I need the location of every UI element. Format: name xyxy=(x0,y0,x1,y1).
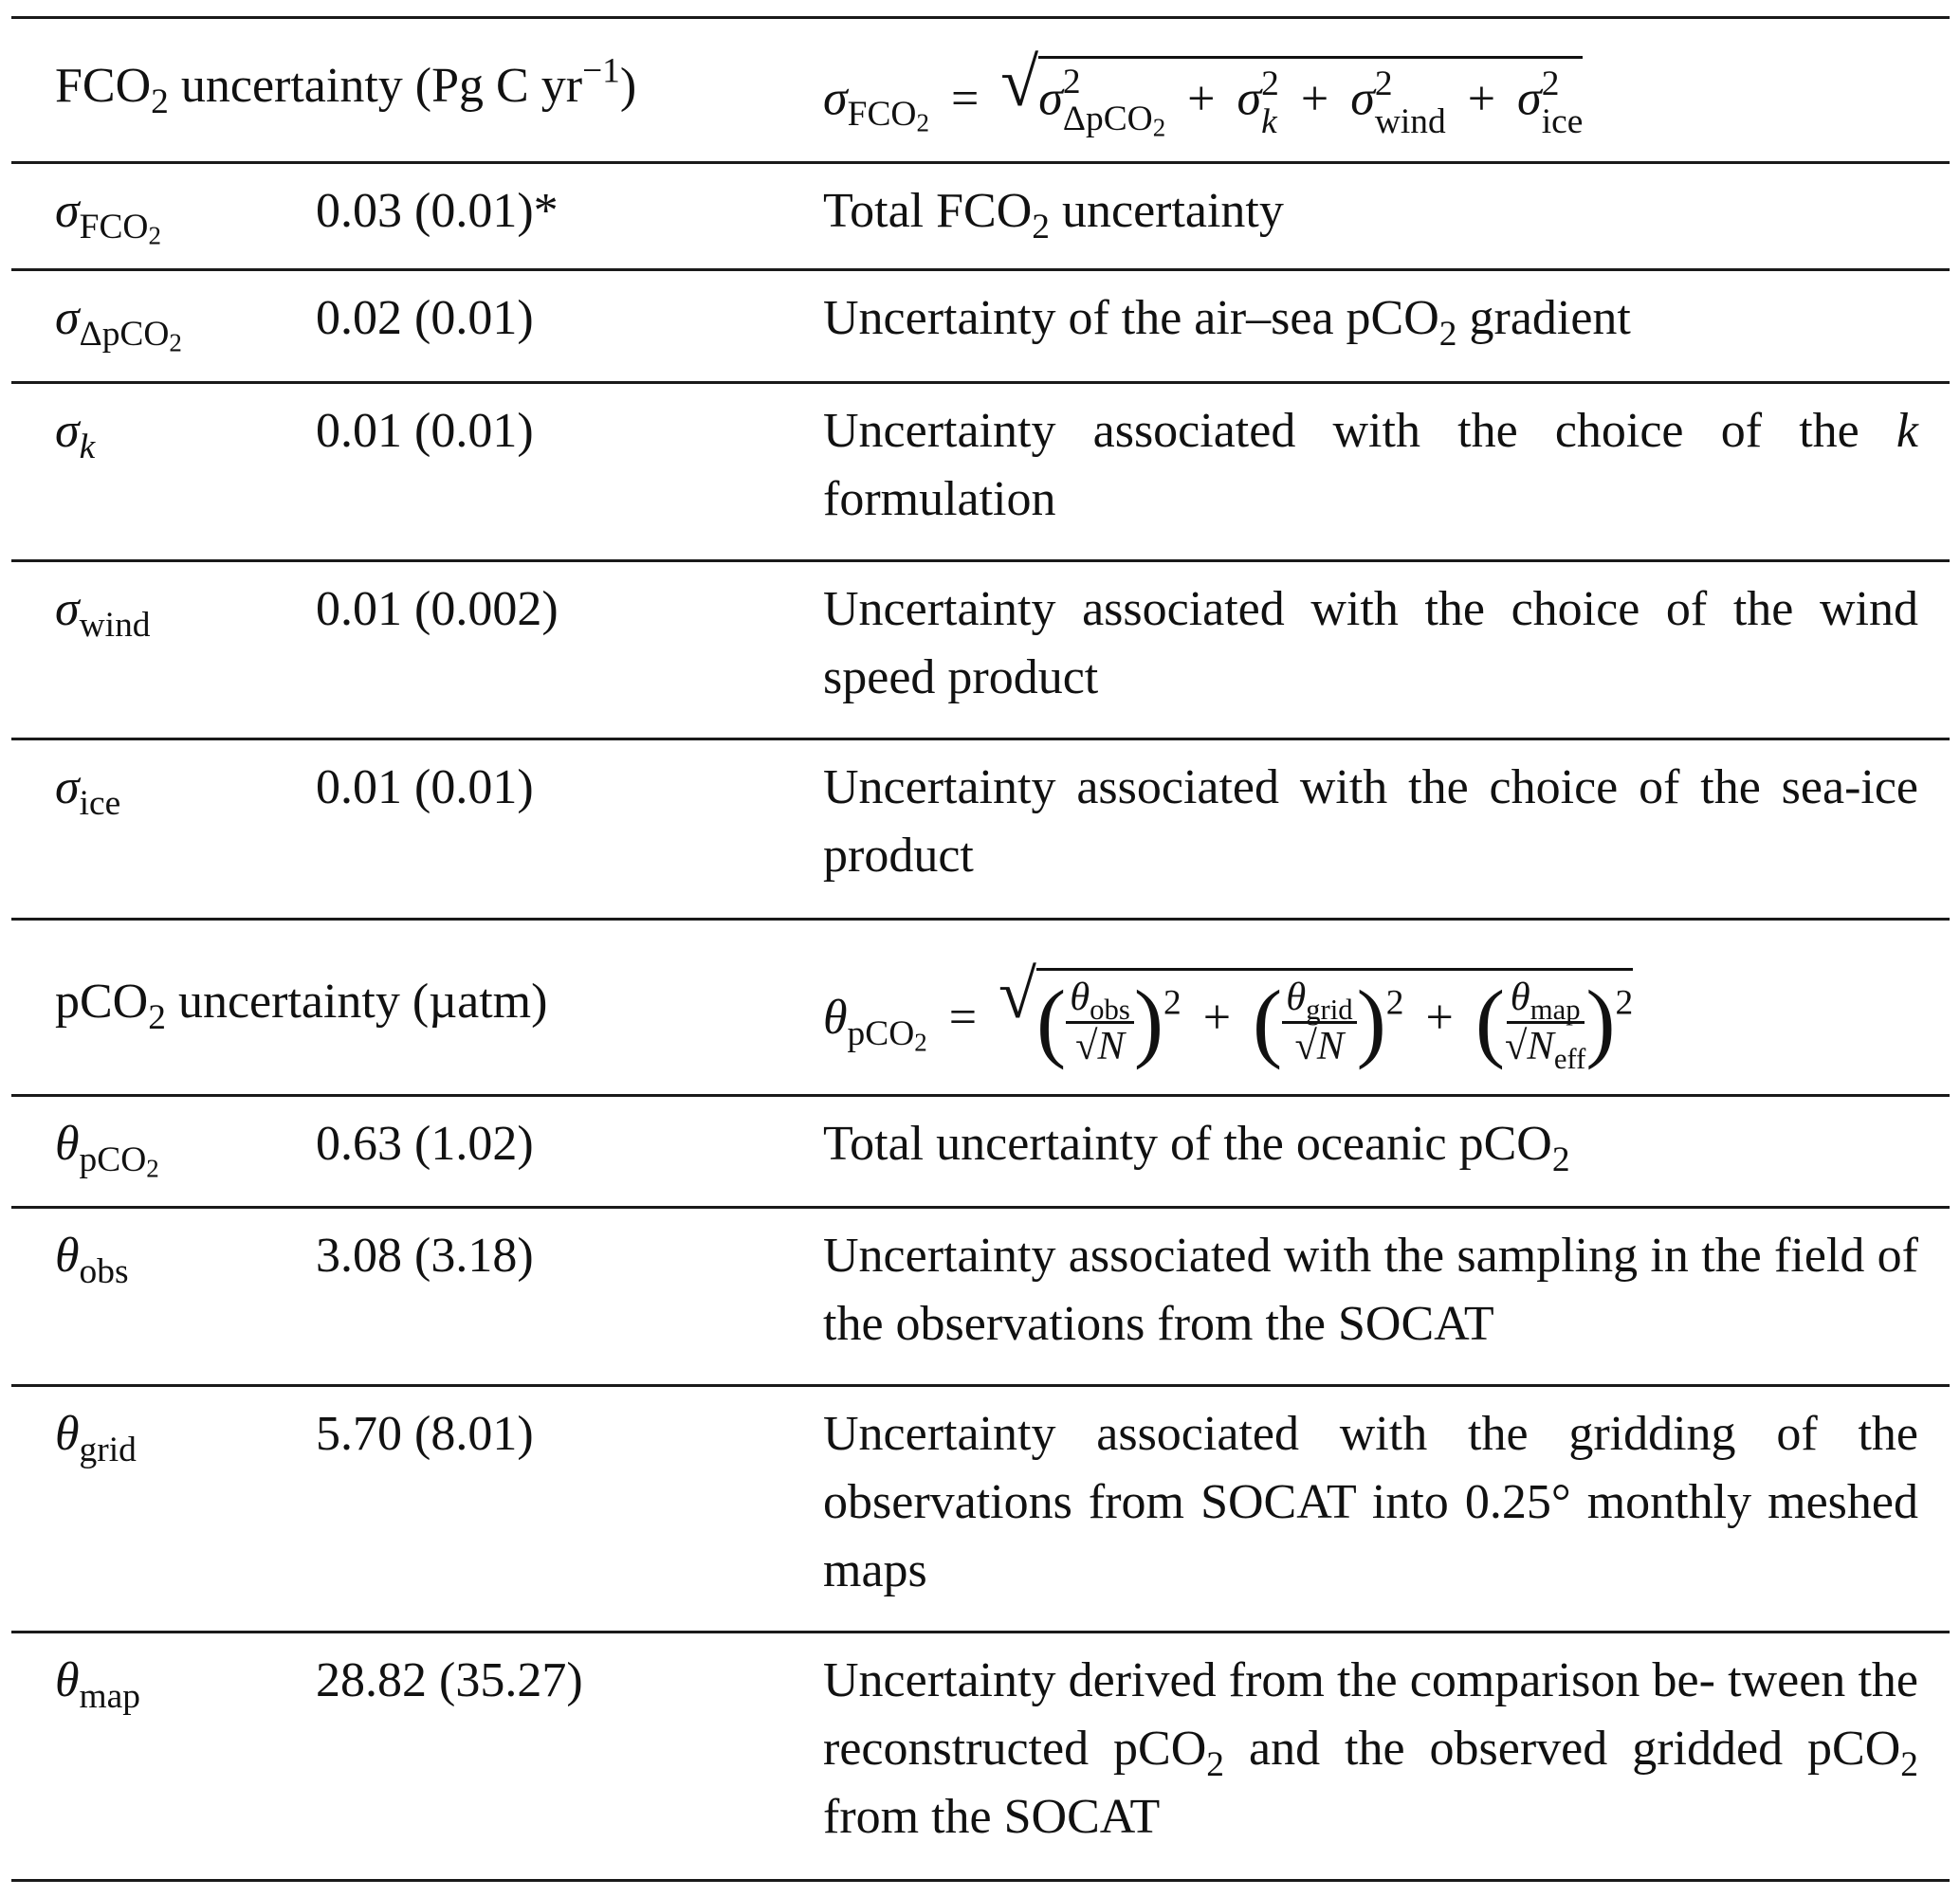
row-symbol: $\sigma_{ice}$ xyxy=(55,760,121,823)
row-description: Uncertainty associated with the choice of the k formulation xyxy=(823,404,1918,526)
row-value: 0.01 (0.01) xyxy=(316,760,534,814)
row-symbol: $\theta_{obs}$ xyxy=(55,1229,129,1291)
row-divider xyxy=(11,559,1950,562)
square-root: √ σ 2 ΔpCO2 + σ 2 k + σ 2 wind + σ 2 ice xyxy=(1000,44,1584,143)
row-divider xyxy=(11,1384,1950,1387)
row-symbol: $\sigma_{wind}$ xyxy=(55,582,151,645)
formula-sigma-fco2: $\sigma_{FCO2}$ = √ σ 2 ΔpCO2 + σ 2 k + σ 2 wind + σ 2 ice xyxy=(823,44,1584,143)
row-value: 0.01 (0.01) xyxy=(316,404,534,458)
bottom-rule xyxy=(11,1879,1950,1882)
row-description: Uncertainty derived from the comparison be- tween the reconstructed pCO$_2$ and the observed gridded pCO$_2$ from the SOCAT xyxy=(823,1653,1918,1844)
row-divider xyxy=(11,161,1950,164)
row-divider xyxy=(11,738,1950,740)
row-symbol: $\theta_{map}$ xyxy=(55,1653,140,1716)
row-value: 0.03 (0.01)* xyxy=(316,184,559,238)
top-rule xyxy=(11,16,1950,19)
row-value: 3.08 (3.18) xyxy=(316,1229,534,1283)
row-description: Uncertainty associated with the sampling in the field of the observations from the SOCAT xyxy=(823,1229,1918,1351)
row-value: 0.02 (0.01) xyxy=(316,291,534,345)
row-value: 5.70 (8.01) xyxy=(316,1407,534,1461)
row-symbol: $\theta_{grid}$ xyxy=(55,1407,137,1469)
row-divider xyxy=(11,268,1950,271)
row-symbol: $\theta_{pCO2}$ xyxy=(55,1117,159,1183)
section-divider xyxy=(11,918,1950,921)
formula-theta-pco2: $\theta_{pCO2}$ = √ ( $\frac{\theta_{obs}}{√N}$ )$^2$ + ( $\frac{\theta_{grid}}{√N}$ )$^2$ + ( $\frac{\theta_{map}}{√N_{eff}}$ )$^2$ xyxy=(823,956,1634,1075)
row-description: Uncertainty associated with the gridding of the observations from SOCAT into 0.25° monthly meshed maps xyxy=(823,1407,1918,1597)
row-value: 28.82 (35.27) xyxy=(316,1653,583,1707)
row-symbol: $\sigma_k$ xyxy=(55,404,96,466)
row-description: Uncertainty associated with the choice of the wind speed product xyxy=(823,582,1918,704)
square-root: √ ( $\frac{\theta_{obs}}{√N}$ )$^2$ + ( $\frac{\theta_{grid}}{√N}$ )$^2$ + ( $\frac{\theta_{map}}{√N_{eff}}$ )$^2$ xyxy=(998,956,1634,1075)
row-description: Total uncertainty of the oceanic pCO$_2$ xyxy=(823,1117,1570,1179)
row-value: 0.01 (0.002) xyxy=(316,582,559,636)
row-description: Total $FCO_2$ uncertainty xyxy=(823,184,1284,246)
section-label: pCO$_2$ uncertainty (µatm) xyxy=(55,975,548,1037)
row-divider xyxy=(11,1094,1950,1097)
row-symbol: $\sigma_{FCO2}$ xyxy=(55,184,161,250)
row-description: Uncertainty associated with the choice of the sea-ice product xyxy=(823,760,1918,883)
row-value: 0.63 (1.02) xyxy=(316,1117,534,1171)
row-description: Uncertainty of the air–sea pCO$_2$ gradient xyxy=(823,291,1631,354)
row-divider xyxy=(11,1206,1950,1209)
row-symbol: $\sigma_{\Delta pCO2}$ xyxy=(55,291,182,357)
row-divider xyxy=(11,1631,1950,1633)
row-divider xyxy=(11,381,1950,384)
section-label: $FCO_2$ uncertainty (Pg C $yr^{-1}$) xyxy=(55,51,637,121)
